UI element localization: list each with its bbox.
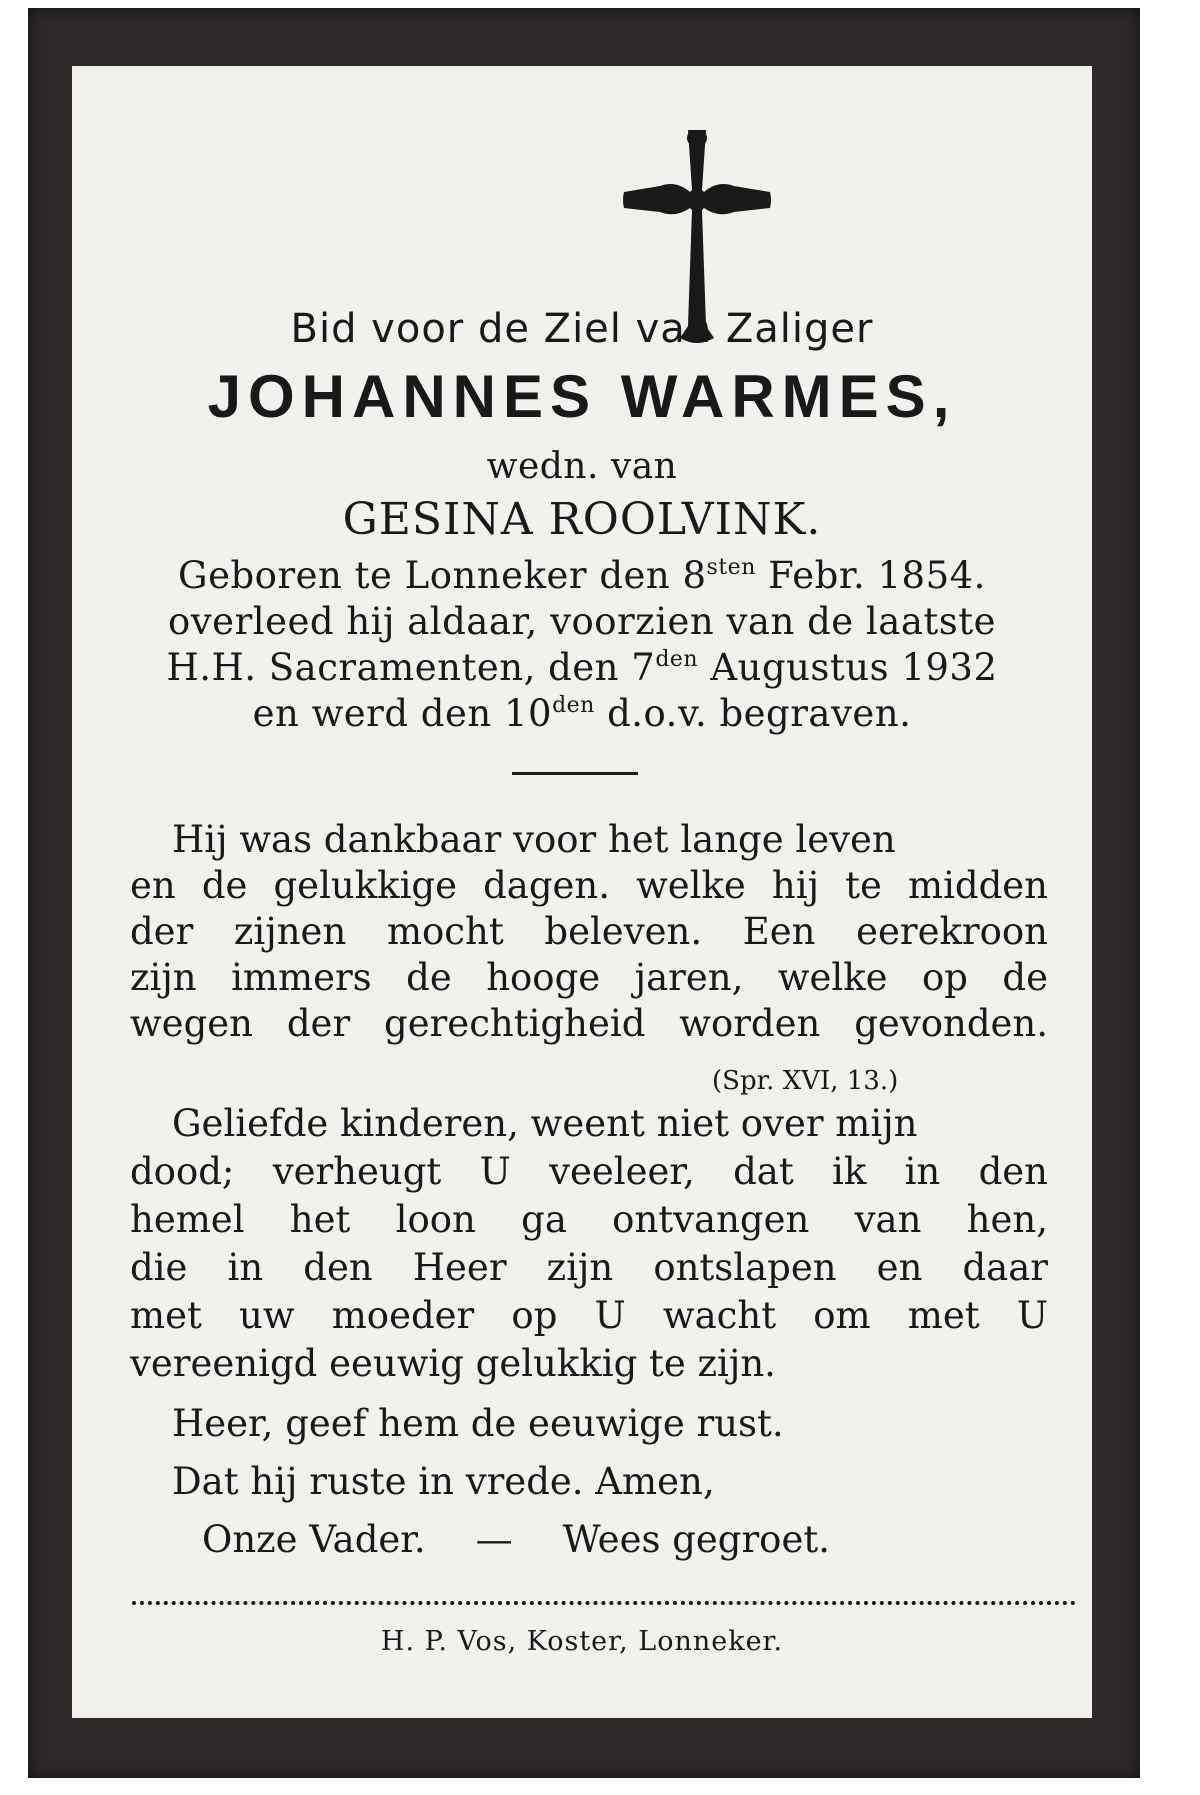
verse-line: zijn immers de hooge jaren, welke op de <box>130 956 1048 999</box>
dotted-divider <box>132 1601 1076 1605</box>
verse-line: hemel het loon ga ontvangen van hen, <box>130 1198 1048 1241</box>
prayer-line: Dat hij ruste in vrede. Amen, <box>172 1460 715 1503</box>
mourning-card <box>72 66 1092 1718</box>
printer-credit: H. P. Vos, Koster, Lonneker. <box>380 1626 784 1657</box>
death-line: overleed hij aldaar, voorzien van de laatste <box>168 600 996 643</box>
verse-line: der zijnen mocht beleven. Een eerekroon <box>130 910 1048 953</box>
widower-of: wedn. van <box>486 446 678 487</box>
burial-line: en werd den $10^{den}$ d.o.v. begraven. <box>252 692 912 735</box>
verse-line: die in den Heer zijn ontslapen en daar <box>130 1246 1048 1289</box>
verse-line: met uw moeder op U wacht om met U <box>130 1294 1048 1337</box>
verse-line: vereenigd eeuwig gelukkig te zijn. <box>130 1342 776 1385</box>
birth-line: Geboren te Lonneker den $8^{sten}$ Febr. 1854. <box>178 554 986 597</box>
deceased-name: JOHANNES WARMES, <box>207 363 957 430</box>
verse-line: Hij was dankbaar voor het lange leven <box>172 818 896 861</box>
verse-line: en de gelukkige dagen. welke hij te midden <box>130 864 1048 907</box>
verse-line: Geliefde kinderen, weent niet over mijn <box>172 1102 918 1145</box>
prayer-lead: Bid voor de Ziel van Zaliger <box>290 306 874 352</box>
scripture-reference: (Spr. XVI, 13.) <box>712 1066 899 1096</box>
sacraments-line: H.H. Sacramenten, den $7^{den}$ Augustus 1932 <box>166 646 998 689</box>
spouse-name: GESINA ROOLVINK. <box>342 494 822 545</box>
divider <box>512 772 638 775</box>
verse-line: wegen der gerechtigheid worden gevonden. <box>130 1002 1048 1045</box>
prayer-line: Onze Vader. — Wees gegroet. <box>202 1518 830 1561</box>
verse-line: dood; verheugt U veeleer, dat ik in den <box>130 1150 1048 1193</box>
prayer-line: Heer, geef hem de eeuwige rust. <box>172 1402 784 1445</box>
